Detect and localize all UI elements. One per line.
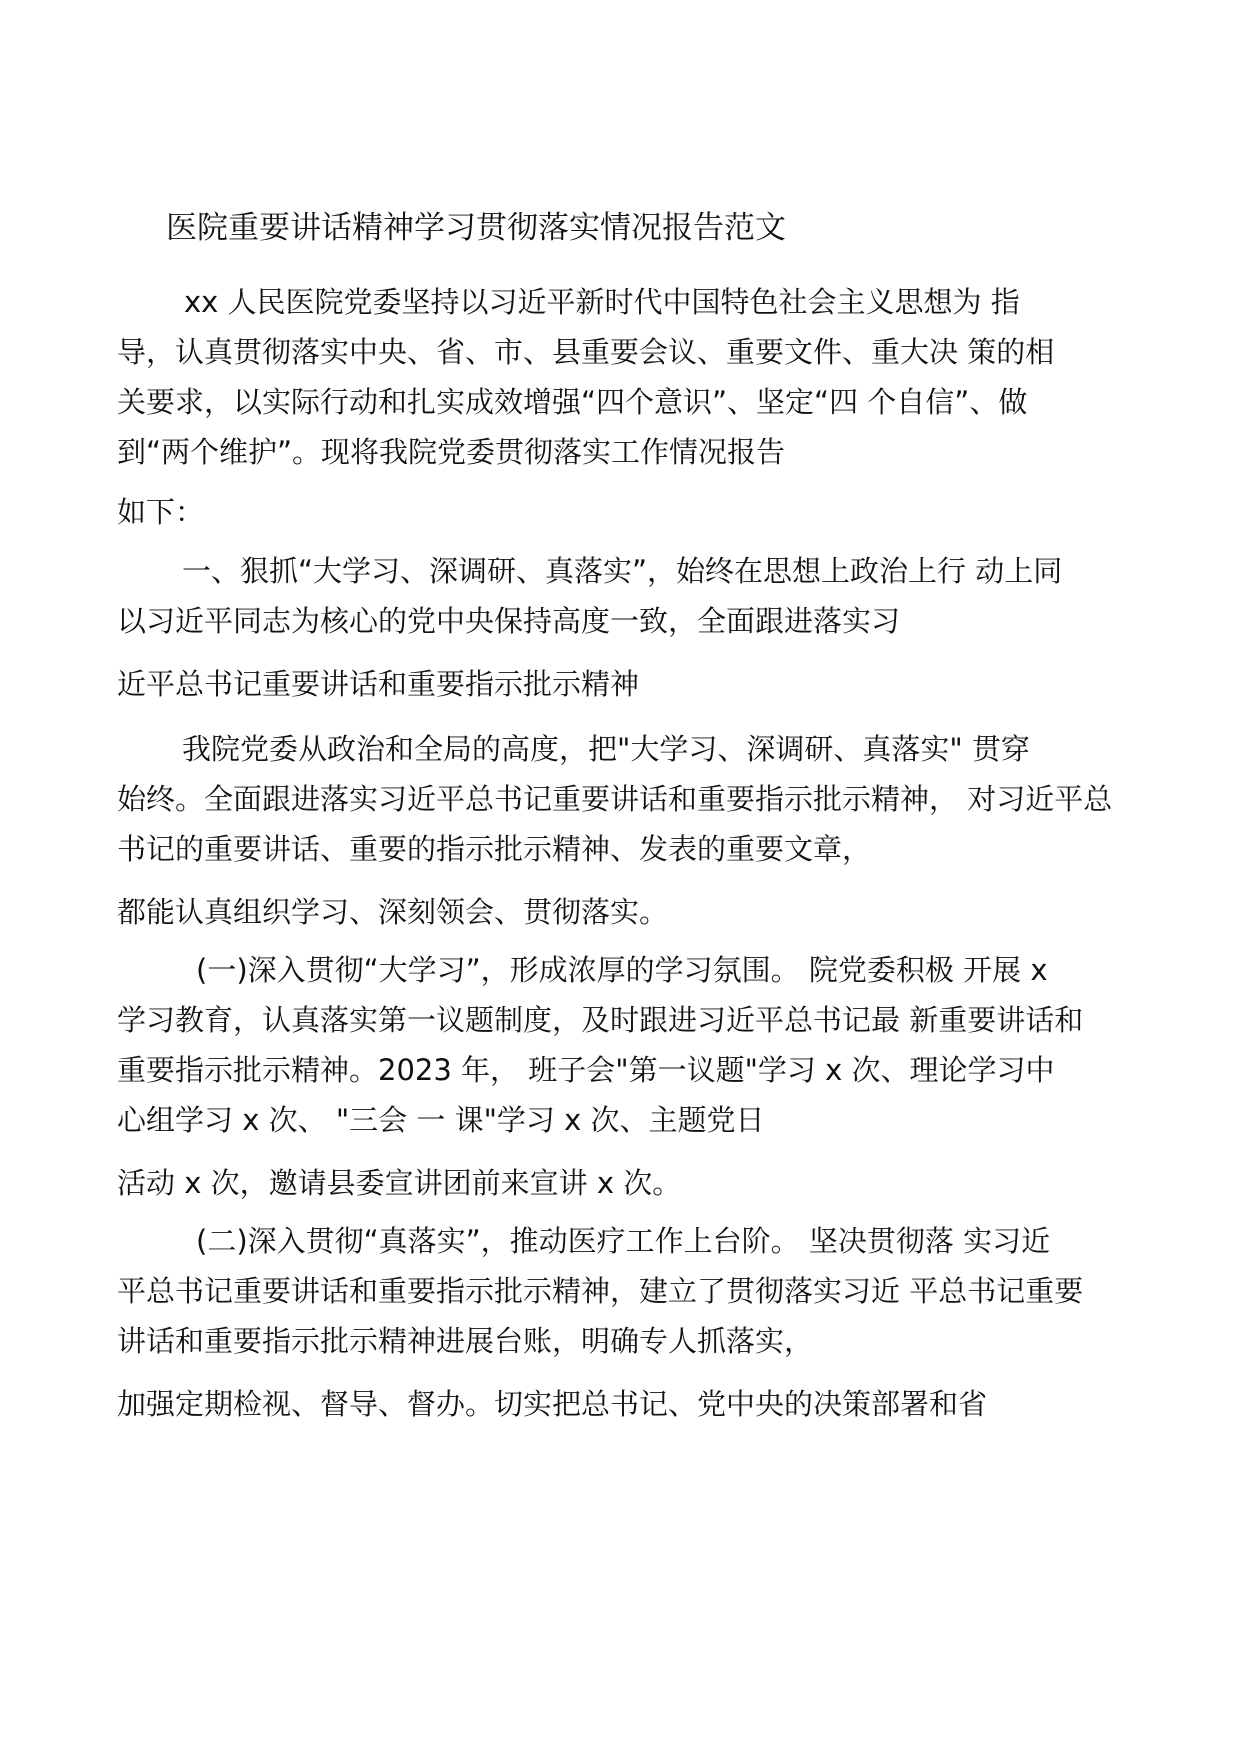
section-heading-line: 一、狠抓“大学习、深调研、真落实”，始终在思想上政治上行 动上同 — [182, 554, 1063, 588]
paragraph-line: 都能认真组织学习、深刻领会、贯彻落实。 — [117, 895, 669, 929]
subsection-line: (一)深入贯彻“大学习”，形成浓厚的学习氛围。 院党委积极 开展 x — [196, 953, 1048, 987]
paragraph-line: 平总书记重要讲话和重要指示批示精神，建立了贯彻落实习近 平总书记重要 — [117, 1274, 1084, 1308]
section-heading-line: 近平总书记重要讲话和重要指示批示精神 — [117, 667, 640, 701]
paragraph-line: 导，认真贯彻落实中央、省、市、县重要会议、重要文件、重大决 策的相 — [117, 335, 1055, 369]
paragraph-line: 加强定期检视、督导、督办。切实把总书记、党中央的决策部署和省 — [117, 1387, 988, 1421]
paragraph-line: 书记的重要讲话、重要的指示批示精神、发表的重要文章， — [117, 832, 872, 866]
paragraph-line: 我院党委从政治和全局的高度，把"大学习、深调研、真落实" 贯穿 — [182, 732, 1030, 766]
paragraph-line: 如下： — [117, 495, 205, 529]
paragraph-line: 讲话和重要指示批示精神进展台账，明确专人抓落实， — [117, 1324, 814, 1358]
section-heading-line: 以习近平同志为核心的党中央保持高度一致，全面跟进落实习 — [117, 604, 901, 638]
paragraph-line: 关要求，以实际行动和扎实成效增强“四个意识”、坚定“四 个自信”、做 — [117, 385, 1028, 419]
paragraph-line: 活动 x 次，邀请县委宣讲团前来宣讲 x 次。 — [117, 1166, 682, 1200]
paragraph-line: xx 人民医院党委坚持以习近平新时代中国特色社会主义思想为 指 — [184, 285, 1020, 319]
paragraph-line: 重要指示批示精神。2023 年， 班子会"第一议题"学习 x 次、理论学习中 — [117, 1053, 1055, 1087]
subsection-line: (二)深入贯彻“真落实”，推动医疗工作上台阶。 坚决贯彻落 实习近 — [196, 1224, 1051, 1258]
document-title: 医院重要讲话精神学习贯彻落实情况报告范文 — [166, 210, 786, 246]
paragraph-line: 学习教育，认真落实第一议题制度，及时跟进习近平总书记最 新重要讲话和 — [117, 1003, 1084, 1037]
paragraph-line: 始终。全面跟进落实习近平总书记重要讲话和重要指示批示精神， 对习近平总 — [117, 782, 1113, 816]
paragraph-line: 到“两个维护”。现将我院党委贯彻落实工作情况报告 — [117, 435, 786, 469]
paragraph-line: 心组学习 x 次、 "三会 一 课"学习 x 次、主题党日 — [117, 1103, 765, 1137]
